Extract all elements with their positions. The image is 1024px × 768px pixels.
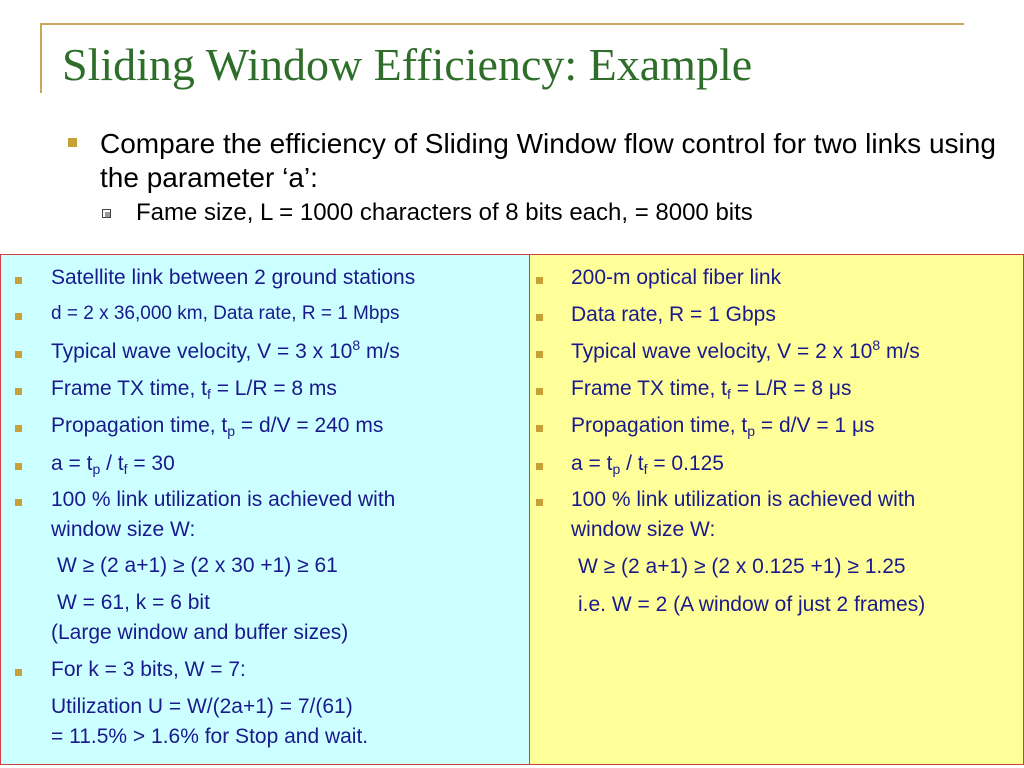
text: Frame TX time, t [571,377,727,400]
fiber-link-desc: 200-m optical fiber link [571,266,782,289]
sat-link-desc: Satellite link between 2 ground stations [51,266,416,289]
sub-bullet-icon [102,209,111,218]
fiber-utilization-line1: 100 % link utilization is achieved with [571,488,916,511]
fiber-wave-velocity [571,337,920,367]
slide-title: Sliding Window Efficiency: Example [62,39,753,90]
bullet-icon [15,463,22,470]
sat-distance-rate: d = 2 x 36,000 km, Data rate, R = 1 Mbps [51,303,400,324]
sub-bullet-frame-size: Fame size, L = 1000 characters of 8 bits each, = 8000 bits [136,199,753,226]
text: Frame TX time, t [51,377,207,400]
subscript: f [643,461,648,477]
sat-a-value [51,449,175,479]
text: a = t [51,452,93,475]
exponent: 8 [872,337,881,353]
sat-window-note: (Large window and buffer sizes) [51,621,349,644]
text: = d/V = 240 ms [235,414,384,437]
frame-top-rule [40,23,964,25]
sat-utilization-formula: Utilization U = W/(2a+1) = 7/(61) [51,695,353,718]
subscript: p [92,461,101,477]
text: a = t [571,452,613,475]
bullet-icon [536,351,543,358]
sat-frame-tx-time [51,374,337,404]
text: = d/V = 1 μs [755,414,875,437]
fiber-propagation-time [571,411,875,441]
text: = L/R = 8 ms [210,377,337,400]
bullet-icon [536,314,543,321]
text: Typical wave velocity, V = 2 x 10 [571,340,873,363]
text: m/s [360,340,400,363]
bullet-icon [536,388,543,395]
subscript: f [123,461,128,477]
text: / t [100,452,124,475]
text: Propagation time, t [571,414,748,437]
subscript: p [612,461,621,477]
frame-left-rule [40,23,42,93]
sat-utilization-compare: = 11.5% > 1.6% for Stop and wait. [51,725,369,748]
text: = 30 [127,452,175,475]
subscript: p [747,423,756,439]
subscript: p [227,423,236,439]
text: Typical wave velocity, V = 3 x 10 [51,340,353,363]
sat-k3-bullet: For k = 3 bits, W = 7: [51,658,246,681]
bullet-icon [536,425,543,432]
sat-wave-velocity [51,337,400,367]
bullet-icon [15,351,22,358]
sat-window-inequality: W ≥ (2 a+1) ≥ (2 x 30 +1) ≥ 61 [57,554,338,577]
satellite-panel [0,254,530,765]
bullet-icon [15,499,22,506]
text: = 0.125 [647,452,724,475]
bullet-icon [15,388,22,395]
bullet-icon [15,425,22,432]
bullet-icon [536,499,543,506]
bullet-icon [15,277,22,284]
fiber-window-inequality: W ≥ (2 a+1) ≥ (2 x 0.125 +1) ≥ 1.25 [578,555,906,578]
subscript: f [726,386,731,402]
bullet-icon [536,277,543,284]
subscript: f [206,386,211,402]
bullet-icon [15,669,22,676]
fiber-data-rate: Data rate, R = 1 Gbps [571,303,776,326]
bullet-icon [68,138,77,147]
fiber-utilization-line2: window size W: [571,518,716,541]
text: m/s [880,340,920,363]
fiber-window-note: i.e. W = 2 (A window of just 2 frames) [578,593,926,616]
fiber-a-value [571,449,724,479]
sat-propagation-time [51,411,383,441]
bullet-icon [536,463,543,470]
sat-utilization-line2: window size W: [51,518,196,541]
intro-bullet: Compare the efficiency of Sliding Window flow control for two links using the parameter ‘a’: [100,128,996,193]
exponent: 8 [352,337,361,353]
text: = L/R = 8 μs [730,377,852,400]
fiber-frame-tx-time [571,374,852,404]
text: / t [620,452,644,475]
fiber-panel [529,254,1024,765]
text: Propagation time, t [51,414,228,437]
sat-utilization-line1: 100 % link utilization is achieved with [51,488,396,511]
bullet-icon [15,313,22,320]
sat-window-value: W = 61, k = 6 bit [57,591,210,614]
